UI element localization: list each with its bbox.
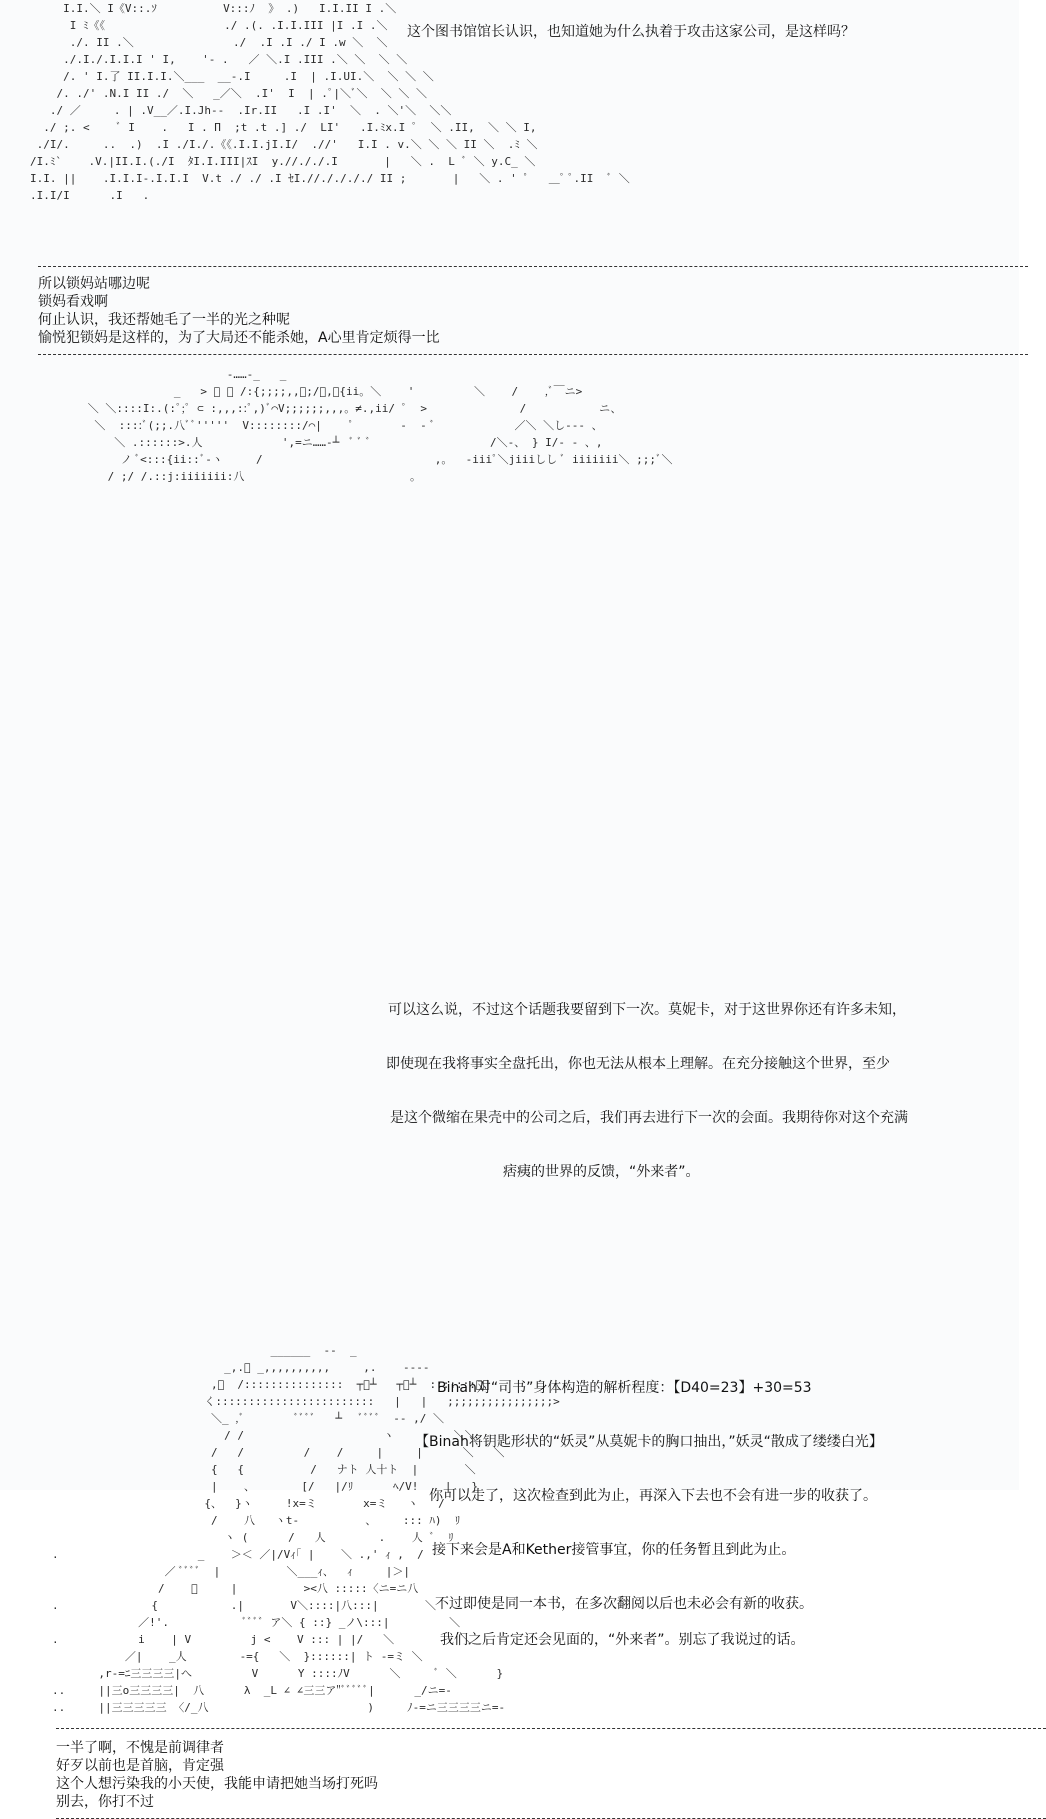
dialog-line: Binah对“司书”身体构造的解析程度：【D40=23】+30=53 [437, 1380, 812, 1396]
chat-line: 锁妈看戏啊 [38, 294, 108, 310]
ascii-art-figure-seated: -……-_ _ _ > ﾞ ﾟ /:{;;;;,,＼;/ー,。{ii。＼ ' ＼ / ,ﾞ￣ニ> ＼ ＼::::I:.(:ﾟ;ﾟ ⊂ :,,,::ﾟ,)ﾞ⌒V;;;;;;,,,。≠.,ii/ ﾟ > / ニ、 ＼ ::::ﾞ(;;.八ﾞﾞ''''' V::::::::/⌒| ﾟ - ‐ ﾞ ／＼ ＼し‐‐‐ 、 ＼ .::::::>.人 ',=ニ……‐┴ ﾞ ﾞ ﾞ /＼‐、 } I/‐ ‐ 、, ノ ﾞ<:::{ii::ﾞ‐ヽ / ,。 ‐iiiﾟ＼jiiiしし ﾞ iiiiiii＼ ;;;ﾞ＼ / ;/ /.::j:iiiiiii:八 。 可以这么说，不过这个话题我要留到下一次。莫妮卡，对于这世界你还有许多未知， 即使现在我将事实全盘托出，你也无法从根本上理解。在充分接触这个世界，至少 是这个微缩在果壳中的公司之后，我们再去进行下一次的会面。我期待你对这个充满 痞痍的世界的反馈，“外来者”。 ______ ‐‐ _ _,.ﾟ _,,,,,,,,,, ,. ‐‐‐- ,ﾞ /::::::::::::::: ┬ﾞ┴ ┬ﾞ┴ :::::::ﾞ＼ く:::::::::::::::::::::::: | | ;;;;;;;;;;;;;;;;> ＼_ ,ﾞ ﾞﾞﾞﾞ ┴ ﾞﾞﾞﾞ ‐‐ ,/ ＼ / / ヽ ＼＼ / / / / | | ＼ ＼ { { / ナト 人十ト | ＼ | 、 [/ |/ﾘ ﾍ/V! | } {、 }ヽ !x=ミ x=ミ ヽ / / 八 ヽt‐ 、 ::: ﾊ) ﾘ ヽ ( / 人 . 人 ﾞ ﾘ . _ ＞＜ ／|/Vｨ｢ | ＼ .,' ｨ , / ／ ﾞﾞﾞﾞ | ＼___ｨ、 ｨ |＞| / ﾞ | ><八 :::::〈ニ=ニ八 . { .| V＼::::|八:::| ＼ ／!'. ﾞﾞﾞﾞ ア＼ { ::} _ノ\:::| ＼ . i | V j < V ::: | |/ ＼ ＼ ／| _人 ‐={ ＼ }::::::| ト ‐=ミ ＼ ,r‐=ﾆ三三三三|へ V Y ::::ﾉV ＼ ﾞ ＼ } .. ||三o三三三三| 八 λ _L ∠ ∠三三ア"ﾞﾞﾞﾞﾞ| _/ニ=- .. ||三三三三三 〈/_八 ) ﾉ‐=ニ三三三三ニ=- Binah对“司书”身体构造的解析程度：【D40=23】+30=53 【Binah将钥匙形状的“妖灵”从莫妮卡的胸口抽出，”妖灵“散成了缕缕白光】 你可以走了，这次检查到此为止，再深入下去也不会有进一步的收获了。 接下来会是A和Kether接管事宜，你的任务暂且到此为止。 不过即使是同一本书，在多次翻阅以后也未必会有新的收获。 我们之后肯定还会见面的，“外来者”。别忘了我说过的话。 一半了啊，不愧是前调律者 好歹以前也是首脑，肯定强 这个人想污染我的小天使，我能申请把她当场打死吗 别去，你打不过 [48, 366, 568, 946]
dialog-line: 痞痍的世界的反馈，“外来者”。 [503, 1164, 700, 1180]
question-line: 这个图书馆馆长认识，也知道她为什么执着于攻击这家公司，是这样吗？ [407, 24, 855, 40]
dialog-line: 我们之后肯定还会见面的，“外来者”。别忘了我说过的话。 [440, 1632, 805, 1648]
dialog-line: 接下来会是A和Kether接管事宜，你的任务暂且到此为止。 [432, 1542, 796, 1558]
dialog-line: 是这个微缩在果壳中的公司之后，我们再去进行下一次的会面。我期待你对这个充满 [390, 1110, 908, 1126]
chat-line: 所以锁妈站哪边呢 [38, 276, 150, 292]
chat-line: 这个人想污染我的小天使，我能申请把她当场打死吗 [56, 1776, 378, 1792]
chat-line: 别去，你打不过 [56, 1794, 154, 1810]
dialog-line: 【Binah将钥匙形状的“妖灵”从莫妮卡的胸口抽出，”妖灵“散成了缕缕白光】 [415, 1434, 883, 1450]
dialog-line: 可以这么说，不过这个话题我要留到下一次。莫妮卡，对于这世界你还有许多未知， [388, 1002, 906, 1018]
chat-line: 一半了啊，不愧是前调律者 [56, 1740, 224, 1756]
dialog-line: 即使现在我将事实全盘托出，你也无法从根本上理解。在充分接触这个世界，至少 [386, 1056, 890, 1072]
chat-line: 好歹以前也是首脑，肯定强 [56, 1758, 224, 1774]
divider [38, 354, 1028, 355]
ascii-art-figure-hat: ______ ‐‐ _ _,.ﾟ _,,,,,,,,,, ,. ‐‐‐- ,ﾞ /::::::::::::::: ┬ﾞ┴ ┬ﾞ┴ :::::::ﾞ＼ く:::::::::::::::::::::::: | | ;;;;;;;;;;;;;;;;> ＼_ ,ﾞ ﾞﾞﾞﾞ ┴ ﾞﾞﾞﾞ ‐‐ ,/ ＼ / / ヽ ＼＼ / / / / | | ＼ ＼ { { / ナト 人十ト | ＼ | 、 [/ |/ﾘ ﾍ/V! | } {、 }ヽ !x=ミ x=ミ ヽ / / 八 ヽt‐ 、 ::: ﾊ) ﾘ ヽ ( / 人 . 人 ﾞ ﾘ . _ ＞＜ ／|/Vｨ｢ | ＼ .,' ｨ , / ／ ﾞﾞﾞﾞ | ＼___ｨ、 ｨ |＞| / ﾞ | ><八 :::::〈ニ=ニ八 . { .| V＼::::|八:::| ＼ ／!'. ﾞﾞﾞﾞ ア＼ { ::} _ノ\:::| ＼ . i | V j < V ::: | |/ ＼ ＼ ／| _人 ‐={ ＼ }::::::| ト ‐=ミ ＼ ,r‐=ﾆ三三三三|へ V Y ::::ﾉV ＼ ﾞ ＼ } .. ||三o三三三三| 八 λ _L ∠ ∠三三ア"ﾞﾞﾞﾞﾞ| _/ニ=- .. ||三三三三三 〈/_八 ) ﾉ‐=ニ三三三三ニ=- [52, 1344, 560, 1714]
divider [38, 266, 1028, 267]
dialog-line: 不过即使是同一本书，在多次翻阅以后也未必会有新的收获。 [435, 1596, 813, 1612]
ascii-art-figure-top: I.I.＼ I《V::.ｿ V:::ﾉ 》 .) I.I.II I .＼ I ﾐ《《 ./ .(. .I.I.III |I .I .＼ ./. II .＼ ./ .I .I ./ I .w ＼ ＼ ./.I./.I.I.I ' I, '‐ . ／ ＼.I .III .＼ ＼ ＼ ＼ /. ' I.了 II.I.I.＼___ __-.I .I | .I.UI.＼ ＼ ＼ ＼ /. ./' .N.I II ./ ＼ _／＼ .I' I | .ﾟ|＼ﾞ＼ ＼ ＼ ＼ ./ ／ . | .V__／.I.Jh-- .Ir.II .I .I' ＼ . ＼'＼ ＼＼ ./ ;. < ﾞ I . I . П ;t .t .] ./ LI' .I.ﾐx.I ﾟ ＼ .II, ＼ ＼ I, ./I/. .. .) .I ./I./.《《.I.I.jI.I/ .//' I.I . v.＼ ＼ ＼ II ＼ .ﾐ ＼ /I.ﾐ` .V.|II.I.(./I ﾀI.I.III|ｽI y.//././.I | ＼ . L ﾞ ＼ y.C_ ＼ I.I. || .I.I.I-.I.I.I V.t ./ ./ .I ｾI.//././././ II ; | ＼ . ' ﾟ ＿ﾟ ﾟ.II ﾞ ＼ .I.I/I .I . 这个图书馆馆长认识，也知道她为什么执着于攻击这家公司，是这样吗？ 所以锁妈站哪边呢 锁妈看戏啊 何止认识，我还帮她毛了一半的光之种呢 愉悦犯锁妈是这样的，为了大局还不能杀她，A心里肯定烦得一比 -……-_ _ _ > ﾞ ﾟ /:{;;;;,,＼;/ー,。{ii。＼ ' ＼ / ,ﾞ￣ニ> ＼ ＼::::I:.(:ﾟ;ﾟ ⊂ :,,,::ﾟ,)ﾞ⌒V;;;;;;,,,。≠.,ii/ ﾟ > / ニ、 ＼ ::::ﾞ(;;.八ﾞﾞ''''' V::::::::/⌒| ﾟ - ‐ ﾞ ／＼ ＼し‐‐‐ 、 ＼ .::::::>.人 ',=ニ……‐┴ ﾞ ﾞ ﾞ /＼‐、 } I/‐ ‐ 、, ノ ﾞ<:::{ii::ﾞ‐ヽ / ,。 ‐iiiﾟ＼jiiiしし ﾞ iiiiiii＼ ;;;ﾞ＼ / ;/ /.::j:iiiiiii:八 。 可以这么说，不过这个话题我要留到下一次。莫妮卡，对于这世界你还有许多未知， 即使现在我将事实全盘托出，你也无法从根本上理解。在充分接触这个世界，至少 是这个微缩在果壳中的公司之后，我们再去进行下一次的会面。我期待你对这个充满 痞痍的世界的反馈，“外来者”。 ______ ‐‐ _ _,.ﾟ _,,,,,,,,,, ,. ‐‐‐- ,ﾞ /::::::::::::::: ┬ﾞ┴ ┬ﾞ┴ :::::::ﾞ＼ く:::::::::::::::::::::::: | | ;;;;;;;;;;;;;;;;> ＼_ ,ﾞ ﾞﾞﾞﾞ ┴ ﾞﾞﾞﾞ ‐‐ ,/ ＼ / / ヽ ＼＼ / / / / | | ＼ ＼ { { / ナト 人十ト | ＼ | 、 [/ |/ﾘ ﾍ/V! | } {、 }ヽ !x=ミ x=ミ ヽ / / 八 ヽt‐ 、 ::: ﾊ) ﾘ ヽ ( / 人 . 人 ﾞ ﾘ . _ ＞＜ ／|/Vｨ｢ | ＼ .,' ｨ , / ／ ﾞﾞﾞﾞ | ＼___ｨ、 ｨ |＞| / ﾞ | ><八 :::::〈ニ=ニ八 . { .| V＼::::|八:::| ＼ ／!'. ﾞﾞﾞﾞ ア＼ { ::} _ノ\:::| ＼ . i | V j < V ::: | |/ ＼ ＼ ／| _人 ‐={ ＼ }::::::| ト ‐=ミ ＼ ,r‐=ﾆ三三三三|へ V Y ::::ﾉV ＼ ﾞ ＼ } .. ||三o三三三三| 八 λ _L ∠ ∠三三ア"ﾞﾞﾞﾞﾞ| _/ニ=- .. ||三三三三三 〈/_八 ) ﾉ‐=ニ三三三三ニ=- Binah对“司书”身体构造的解析程度：【D40=23】+30=53 【Binah将钥匙形状的“妖灵”从莫妮卡的胸口抽出，”妖灵“散成了缕缕白光】 你可以走了，这次检查到此为止，再深入下去也不会有进一步的收获了。 接下来会是A和Kether接管事宜，你的任务暂且到此为止。 不过即使是同一本书，在多次翻阅以后也未必会有新的收获。 我们之后肯定还会见面的，“外来者”。别忘了我说过的话。 一半了啊，不愧是前调律者 好歹以前也是首脑，肯定强 这个人想污染我的小天使，我能申请把她当场打死吗 别去，你打不过 [30, 0, 530, 258]
dialog-line: 你可以走了，这次检查到此为止，再深入下去也不会有进一步的收获了。 [429, 1488, 877, 1504]
divider [56, 1728, 1046, 1729]
chat-line: 何止认识，我还帮她毛了一半的光之种呢 [38, 312, 290, 328]
chat-line: 愉悦犯锁妈是这样的，为了大局还不能杀她，A心里肯定烦得一比 [38, 330, 440, 346]
